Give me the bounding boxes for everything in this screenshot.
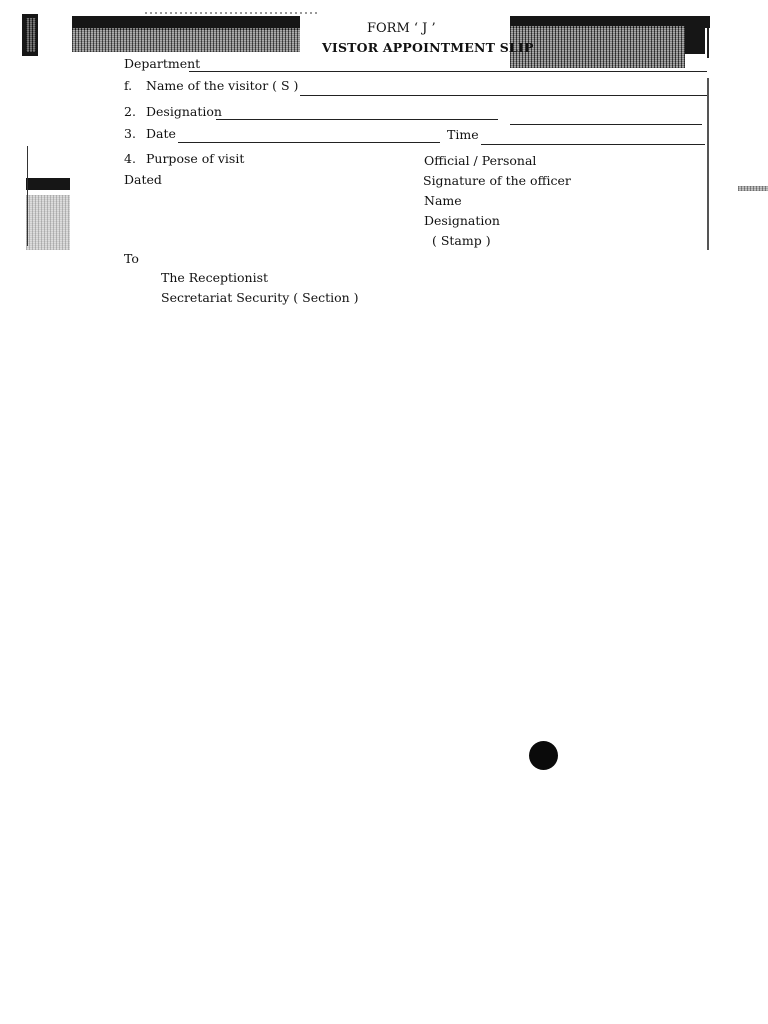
designation-line-right xyxy=(510,124,702,125)
time-line xyxy=(481,144,705,145)
time-label: Time xyxy=(447,127,479,142)
recipient-line-1: The Receptionist xyxy=(161,270,269,285)
item-2-label: Designation xyxy=(146,104,222,119)
to-label: To xyxy=(124,251,139,266)
item-4-number: 4. xyxy=(124,151,136,166)
scan-left-edge-texture xyxy=(26,18,36,52)
punch-hole-mark xyxy=(529,741,558,770)
date-line xyxy=(178,142,440,143)
scan-header-band-right-end xyxy=(685,26,705,54)
officer-name-label: Name xyxy=(424,193,462,208)
department-label: Department xyxy=(124,56,201,71)
scan-left-noise xyxy=(26,195,70,250)
scan-left-vline xyxy=(27,146,28,246)
visitor-name-line xyxy=(300,95,707,96)
dated-label: Dated xyxy=(124,172,162,187)
stamp-label: ( Stamp ) xyxy=(432,233,491,248)
item-1-label: Name of the visitor ( S ) xyxy=(146,78,299,93)
item-3-label: Date xyxy=(146,126,176,141)
scan-right-speck xyxy=(738,186,768,191)
item-1-number: f. xyxy=(124,78,133,93)
signature-label: Signature of the officer xyxy=(423,173,571,188)
item-4-label: Purpose of visit xyxy=(146,151,245,166)
recipient-line-2: Secretariat Security ( Section ) xyxy=(161,290,359,305)
scan-header-band-left-texture xyxy=(72,28,300,52)
official-personal-label: Official / Personal xyxy=(424,153,537,168)
designation-line xyxy=(216,119,498,120)
scan-right-border xyxy=(707,78,709,250)
officer-designation-label: Designation xyxy=(424,213,500,228)
scan-right-border-top xyxy=(707,28,709,58)
form-label: FORM ‘ J ’ xyxy=(367,21,436,36)
form-title: VISTOR APPOINTMENT SLIP xyxy=(322,40,534,55)
scan-left-bar xyxy=(26,178,70,190)
item-2-number: 2. xyxy=(124,104,136,119)
scan-header-band-right-texture xyxy=(510,26,685,68)
item-3-number: 3. xyxy=(124,126,136,141)
department-line xyxy=(189,71,707,72)
scan-header-speckle xyxy=(145,12,320,14)
